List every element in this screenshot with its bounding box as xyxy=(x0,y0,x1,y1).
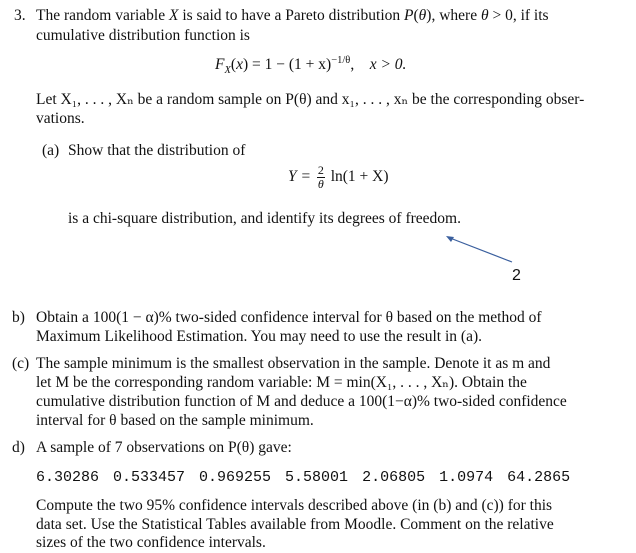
annotation-arrow-icon xyxy=(440,230,520,270)
part-a-conclusion: is a chi-square distribution, and identify its degrees of freedom. xyxy=(68,210,461,227)
cdf-equation: $F_X(x) = 1 - (1 + x)^{-1/\theta}$, x > 0. xyxy=(215,54,407,77)
annotation-badge: 2 xyxy=(512,267,521,284)
part-b-label: b) xyxy=(12,309,25,326)
part-c-label: (c) xyxy=(12,355,30,372)
fraction-two-over-theta: $\frac{2}{\theta}$ xyxy=(317,163,324,191)
question-number: 3. xyxy=(14,7,26,24)
question-intro-line-1: The random variable X is said to have a Pareto distribution P(θ), where θ > 0, if its xyxy=(36,7,549,24)
part-d-line-2: data set. Use the Statistical Tables available from Moodle. Comment on the relative xyxy=(36,516,554,533)
observation-value: 2.06805 xyxy=(362,469,426,486)
sample-line-2: vations. xyxy=(36,110,85,127)
observation-value: 1.0974 xyxy=(439,469,494,486)
part-d-line-1: Compute the two 95% confidence intervals described above (in (b) and (c)) for this xyxy=(36,497,553,514)
observation-value: 0.533457 xyxy=(113,469,186,486)
question-intro-line-2: cumulative distribution function is xyxy=(36,27,250,44)
part-a-label: (a) xyxy=(42,142,60,159)
observation-value: 64.2865 xyxy=(507,469,571,486)
part-a-equation: Y = $\frac{2}{\theta}$ ln(1 + X) xyxy=(288,163,389,191)
part-d-line-3: sizes of the two confidence intervals. xyxy=(36,534,266,551)
part-d-intro: A sample of 7 observations on P(θ) gave: xyxy=(36,439,292,456)
part-c-line-4: interval for θ based on the sample minimum. xyxy=(36,412,314,429)
observations-row xyxy=(36,469,584,486)
part-b-line-2: Maximum Likelihood Estimation. You may need to use the result in (a). xyxy=(36,328,482,345)
sample-line-1: Let X₁, . . . , Xₙ be a random sample on P(θ) and x₁, . . . , xₙ be the corresponding obser- xyxy=(36,91,585,108)
part-c-line-1: The sample minimum is the smallest observation in the sample. Denote it as m and xyxy=(36,355,551,372)
observation-value: 0.969255 xyxy=(199,469,272,486)
part-c-line-2: let M be the corresponding random variable: M = min(X₁, . . . , Xₙ). Obtain the xyxy=(36,374,527,391)
part-d-label: d) xyxy=(12,439,25,456)
observation-value: 5.58001 xyxy=(285,469,349,486)
part-c-line-3: cumulative distribution function of M and deduce a 100(1−α)% two-sided confidence xyxy=(36,393,567,410)
part-a-text: Show that the distribution of xyxy=(68,142,246,159)
observation-value: 6.30286 xyxy=(36,469,100,486)
part-b-line-1: Obtain a 100(1 − α)% two-sided confidence interval for θ based on the method of xyxy=(36,309,542,326)
